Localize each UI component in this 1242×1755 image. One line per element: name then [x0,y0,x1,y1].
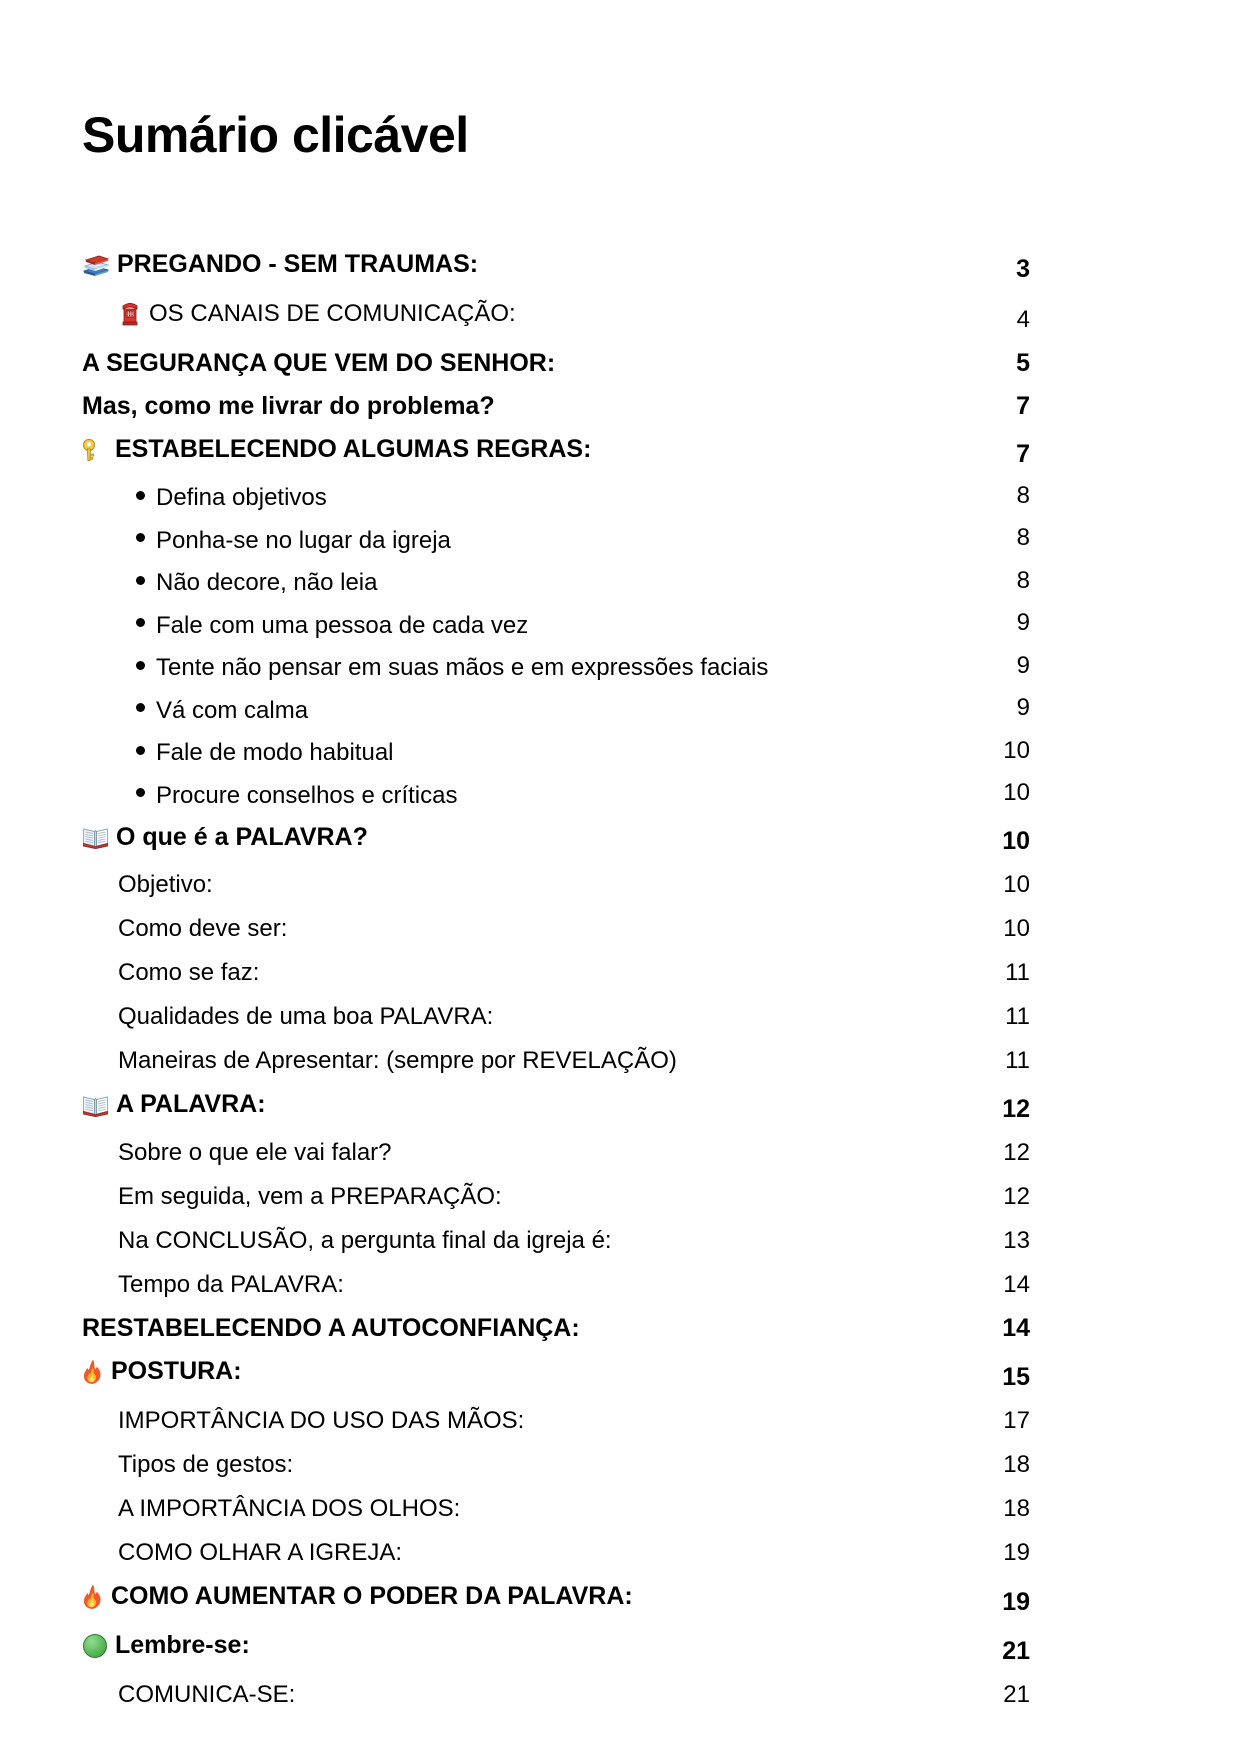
toc-leader-dots [308,712,1014,715]
toc-leader-dots [612,1245,1001,1248]
toc-entry-title: ESTABELECENDO ALGUMAS REGRAS: [115,435,592,463]
toc-entry-label-group [82,437,591,462]
toc-page-number: 12 [1003,1138,1030,1166]
toc-entry-title: A PALAVRA: [116,1090,266,1118]
table-of-contents [82,242,1030,1717]
toc-page-number: 10 [1003,915,1030,942]
bullet-point-icon [136,788,145,797]
toc-entry-title: Ponha-se no lugar da igreja [156,526,451,554]
toc-page-number: 13 [1003,1226,1030,1254]
toc-page-number: 10 [1003,871,1030,898]
toc-entry[interactable] [82,951,1030,995]
toc-entry[interactable] [82,518,1030,561]
toc-entry-label-group [118,301,516,327]
toc-leader-dots [344,1289,1000,1292]
toc-leader-dots [287,933,1000,936]
toc-page-number: 8 [1016,481,1030,509]
toc-leader-dots [242,1381,1000,1385]
telephone-icon [118,301,142,327]
toc-leader-dots [293,1469,1000,1472]
toc-entry-title: Defina objetivos [156,484,327,511]
toc-entry-label-group [82,1092,266,1117]
toc-leader-dots [295,1699,1000,1702]
toc-entry-title: Vá com calma [156,696,309,724]
toc-entry[interactable] [82,1307,1030,1350]
toc-page-number: 17 [1003,1406,1030,1434]
toc-leader-dots [213,889,1001,892]
toc-leader-dots [493,1021,1002,1024]
toc-entry-label-group [118,1450,294,1478]
toc-entry-title: Na CONCLUSÃO, a pergunta final da igreja é: [118,1226,612,1254]
toc-page-number: 18 [1003,1494,1030,1522]
toc-entry-label-group [118,1138,392,1166]
books-icon [82,251,110,277]
toc-entry[interactable] [82,476,1030,519]
toc-page-number: 10 [1003,779,1030,806]
toc-entry-label-group [82,1313,580,1342]
toc-entry[interactable] [82,428,1030,476]
toc-leader-dots [394,755,1001,758]
toc-entry-label-group [118,611,529,639]
toc-entry-label-group [118,571,377,595]
toc-leader-dots [451,542,1014,545]
toc-entry-title: Procure conselhos e críticas [156,781,458,809]
toc-entry-title: Sobre o que ele vai falar? [118,1138,392,1166]
toc-page-number: 7 [1016,439,1030,468]
toc-page-number: 9 [1016,651,1030,679]
toc-entry-title: RESTABELECENDO A AUTOCONFIANÇA: [82,1313,580,1342]
bullet-point-icon [136,533,145,542]
toc-page-number: 11 [1005,959,1030,986]
toc-entry-label-group [118,1182,502,1210]
toc-entry-title: Fale com uma pessoa de cada vez [156,611,529,639]
bullet-point-icon [136,491,145,500]
toc-page-number: 9 [1016,694,1030,721]
bullet-point-icon [136,703,145,712]
toc-leader-dots [502,1201,1001,1204]
toc-leader-dots [495,410,1013,414]
toc-entry[interactable] [82,1175,1030,1219]
toc-entry[interactable] [82,1575,1030,1624]
toc-entry-title: A IMPORTÂNCIA DOS OLHOS: [118,1494,461,1522]
toc-entry[interactable] [82,816,1030,864]
toc-entry-title: Tipos de gestos: [118,1450,294,1478]
toc-page-number: 7 [1016,392,1030,420]
toc-entry-title: Fale de modo habitual [156,739,394,766]
toc-entry[interactable] [82,342,1030,385]
toc-entry-label-group [118,781,458,809]
toc-entry[interactable] [82,242,1030,291]
toc-leader-dots [377,585,1013,588]
bullet-point-icon [136,661,145,670]
toc-entry-title: Como deve ser: [118,915,288,942]
toc-page-number: 8 [1016,566,1030,594]
fire-icon [82,1359,104,1385]
toc-entry-label-group [118,1270,344,1298]
toc-page-number: 15 [1002,1362,1030,1391]
toc-leader-dots [524,1425,1000,1428]
toc-leader-dots [768,670,1013,673]
toc-entry-label-group [82,1359,242,1385]
toc-entry[interactable] [82,1263,1030,1307]
toc-leader-dots [327,500,1014,503]
toc-entry[interactable] [82,773,1030,816]
toc-leader-dots [368,845,999,849]
toc-entry[interactable] [82,603,1030,646]
toc-entry-label-group [118,526,451,554]
toc-page-number: 19 [1003,1538,1030,1566]
page-title: Sumário clicável [82,107,469,163]
toc-entry-label-group [118,656,768,680]
toc-page-number: 11 [1005,1003,1030,1030]
toc-page-number: 10 [1002,827,1030,855]
toc-page-number: 3 [1016,255,1030,283]
toc-entry-label-group [82,1584,633,1610]
toc-entry-title: Como se faz: [118,959,260,986]
toc-leader-dots [555,367,1013,371]
toc-leader-dots [259,977,1002,980]
toc-entry-title: IMPORTÂNCIA DO USO DAS MÃOS: [118,1406,525,1434]
toc-entry[interactable] [82,731,1030,774]
toc-entry-label-group [118,741,394,765]
toc-entry[interactable] [82,995,1030,1039]
toc-entry-label-group [118,1226,612,1254]
toc-entry[interactable] [82,1624,1030,1673]
toc-page-number: 21 [1003,1680,1030,1708]
toc-entry-title: COMO OLHAR A IGREJA: [118,1538,403,1566]
toc-entry[interactable] [82,1219,1030,1263]
toc-entry[interactable] [82,688,1030,731]
toc-page-number: 11 [1005,1047,1030,1074]
toc-leader-dots [392,1157,1001,1160]
toc-leader-dots [457,797,1000,800]
toc-entry[interactable] [82,646,1030,689]
toc-entry-title: Não decore, não leia [156,569,378,596]
toc-entry[interactable] [82,1083,1030,1131]
toc-entry-label-group [82,351,555,376]
toc-entry-title: Mas, como me livrar do problema? [82,392,495,420]
toc-entry-title: Tempo da PALAVRA: [118,1270,344,1298]
toc-entry-label-group [118,1494,461,1522]
toc-entry-label-group [82,1633,250,1659]
toc-page-number: 12 [1003,1182,1030,1210]
toc-leader-dots [402,1557,1000,1560]
toc-leader-dots [633,1606,999,1610]
toc-entry-label-group [118,696,309,724]
toc-leader-dots [250,1655,999,1659]
toc-leader-dots [580,1332,1000,1336]
toc-entry-label-group [118,1005,493,1029]
toc-leader-dots [478,273,1013,277]
toc-entry-title: OS CANAIS DE COMUNICAÇÃO: [149,300,516,327]
open-book-icon [82,1093,109,1117]
toc-page-number: 12 [1002,1094,1030,1123]
open-book-icon [82,825,109,849]
toc-entry-title: PREGANDO - SEM TRAUMAS: [117,249,479,278]
toc-entry-label-group [118,486,327,510]
toc-entry-label-group [118,1538,403,1566]
toc-page-number: 9 [1016,609,1030,636]
toc-entry[interactable] [82,561,1030,604]
toc-entry[interactable] [82,1131,1030,1175]
toc-entry-title: A SEGURANÇA QUE VEM DO SENHOR: [82,349,556,377]
toc-entry[interactable] [82,385,1030,428]
toc-entry-title: COMUNICA-SE: [118,1680,296,1708]
toc-page-number: 19 [1002,1587,1030,1616]
toc-entry[interactable] [82,1399,1030,1443]
key-icon [82,438,108,462]
toc-leader-dots [591,458,1013,462]
toc-leader-dots [677,1065,1002,1068]
toc-entry-title: Lembre-se: [115,1631,250,1659]
toc-entry[interactable] [82,863,1030,907]
toc-entry-label-group [82,822,368,851]
toc-leader-dots [266,1113,1000,1117]
toc-entry-label-group [82,251,478,277]
toc-page-number: 10 [1003,736,1030,764]
toc-entry[interactable] [82,1443,1030,1487]
toc-entry-title: Tente não pensar em suas mãos e em expressões faciais [156,654,769,681]
toc-page-number: 21 [1002,1636,1030,1665]
toc-page-number: 14 [1003,1270,1030,1298]
toc-entry[interactable] [82,907,1030,951]
toc-page-number: 5 [1016,349,1030,377]
toc-entry-title: POSTURA: [111,1357,242,1385]
toc-entry[interactable] [82,1487,1030,1531]
toc-leader-dots [528,627,1013,630]
toc-page-number: 4 [1016,306,1030,333]
toc-entry[interactable] [82,291,1030,342]
toc-entry-title: O que é a PALAVRA? [116,822,368,851]
toc-entry-label-group [118,917,287,941]
toc-entry[interactable] [82,1039,1030,1083]
bullet-point-icon [136,576,145,585]
toc-page-number: 18 [1003,1450,1030,1478]
toc-entry-title: COMO AUMENTAR O PODER DA PALAVRA: [111,1582,633,1610]
toc-leader-dots [460,1513,1000,1516]
toc-entry-label-group [118,1406,525,1434]
toc-entry-label-group [118,1049,677,1073]
toc-entry-label-group [118,873,213,897]
toc-leader-dots [516,324,1014,327]
green-circle-icon [82,1633,108,1659]
bullet-point-icon [136,746,145,755]
toc-page-number: 8 [1016,524,1030,551]
toc-entry-title: Objetivo: [118,871,213,898]
toc-entry-label-group [82,394,495,419]
toc-page-number: 14 [1002,1313,1030,1342]
bullet-point-icon [136,618,145,627]
toc-entry[interactable] [82,1350,1030,1399]
toc-entry[interactable] [82,1531,1030,1575]
toc-entry[interactable] [82,1673,1030,1717]
toc-entry-label-group [118,1680,296,1708]
toc-entry-label-group [118,961,259,985]
toc-entry-title: Em seguida, vem a PREPARAÇÃO: [118,1182,502,1210]
toc-entry-title: Qualidades de uma boa PALAVRA: [118,1003,494,1030]
toc-entry-title: Maneiras de Apresentar: (sempre por REVELAÇÃO) [118,1047,677,1074]
fire-icon [82,1584,104,1610]
